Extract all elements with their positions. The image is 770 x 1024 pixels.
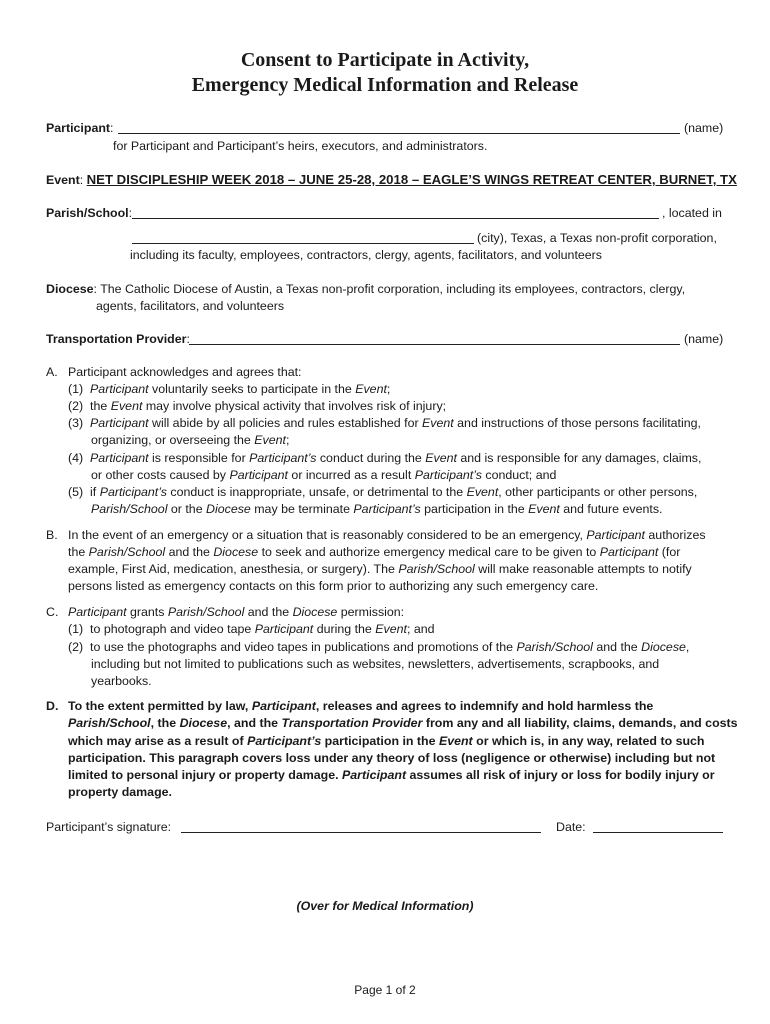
section-c-intro: Participant grants Parish/School and the Diocese permission:	[68, 605, 405, 619]
section-c-letter: C.	[46, 605, 59, 619]
section-b-line4: persons listed as emergency contacts on this form prior to authorizing any such emergency care.	[68, 579, 599, 593]
section-c-item-2: (2) to use the photographs and video tapes in publications and promotions of the Parish/School and the Diocese,	[68, 640, 690, 654]
section-c-item-1: (1) to photograph and video tape Participant during the Event; and	[68, 622, 435, 636]
section-d-line3: which may arise as a result of Participant’s participation in the Event or which is, in any way, related to such	[68, 734, 705, 748]
section-a-item-3: (3) Participant will abide by all policies and rules established for Event and instructions of those persons facilitating,	[68, 416, 701, 430]
section-a-item-4: (4) Participant is responsible for Participant’s conduct during the Event and is responsible for any damages, claims,	[68, 451, 702, 465]
section-d-line5: limited to personal injury or property damage. Participant assumes all risk of injury or loss for bodily injury or	[68, 768, 715, 782]
parish-city-suffix: (city), Texas, a Texas non-profit corporation,	[477, 231, 717, 245]
participant-name-suffix: (name)	[684, 121, 724, 135]
parish-field: Parish/School:	[46, 206, 133, 220]
section-a-intro: Participant acknowledges and agrees that:	[68, 365, 302, 379]
section-a-item-2: (2) the Event may involve physical activity that involves risk of injury;	[68, 399, 447, 413]
parish-label: Parish/School	[46, 206, 129, 220]
participant-note: for Participant and Participant’s heirs, executors, and administrators.	[113, 139, 488, 153]
section-a-item-1: (1) Participant voluntarily seeks to participate in the Event;	[68, 382, 391, 396]
section-a-letter: A.	[46, 365, 58, 379]
parish-city-input[interactable]	[132, 243, 474, 244]
section-b-letter: B.	[46, 528, 58, 542]
event-value: NET DISCIPLESHIP WEEK 2018 – JUNE 25-28, 2018 – EAGLE’S WINGS RETREAT CENTER, BURNET, TX	[86, 172, 737, 187]
document-title-line1: Consent to Participate in Activity,	[240, 49, 530, 71]
diocese-label: Diocese	[46, 282, 94, 296]
over-note: (Over for Medical Information)	[296, 899, 474, 913]
event-label: Event	[46, 173, 80, 187]
date-label: Date:	[556, 820, 586, 834]
diocese-text2: agents, facilitators, and volunteers	[96, 299, 285, 313]
transport-field: Transportation Provider:	[46, 332, 190, 346]
section-c-item-2-cont: including but not limited to publications such as websites, newsletters, advertisements, scrapbooks, and	[91, 657, 660, 671]
participant-label: Participant	[46, 121, 111, 135]
signature-input[interactable]	[181, 832, 541, 833]
section-a-item-5: (5) if Participant’s conduct is inappropriate, unsafe, or detrimental to the Event, other participants or other persons,	[68, 485, 698, 499]
event-field: Event: NET DISCIPLESHIP WEEK 2018 – JUNE 25-28, 2018 – EAGLE’S WINGS RETREAT CENTER, BURNET, TX	[46, 172, 737, 187]
diocese-text1: : The Catholic Diocese of Austin, a Texas non-profit corporation, including its employees, contractors, clergy,	[93, 282, 686, 296]
date-input[interactable]	[593, 832, 723, 833]
transport-name-input[interactable]	[189, 344, 680, 345]
page-number: Page 1 of 2	[354, 983, 416, 997]
transport-suffix: (name)	[684, 332, 724, 346]
section-b-line3: example, First Aid, medication, anesthesia, or surgery). The Parish/School will make reasonable attempts to notify	[68, 562, 692, 576]
section-c-item-2-cont2: yearbooks.	[91, 674, 152, 688]
section-d-line6: property damage.	[68, 785, 172, 799]
document-title-line2: Emergency Medical Information and Release	[191, 74, 579, 96]
section-d-letter: D.	[46, 699, 59, 713]
section-a-item-4-cont: or other costs caused by Participant or incurred as a result Participant’s conduct; and	[91, 468, 557, 482]
section-b-line1: In the event of an emergency or a situation that is reasonably considered to be an emergency, Participant authorizes	[68, 528, 706, 542]
parish-suffix: , located in	[662, 206, 722, 220]
parish-name-input[interactable]	[132, 218, 659, 219]
signature-label: Participant’s signature:	[46, 820, 172, 834]
participant-name-input[interactable]	[118, 133, 680, 134]
diocese-field	[46, 281, 685, 297]
section-d-line2: Parish/School, the Diocese, and the Transportation Provider from any and all liability, claims, demands, and costs	[68, 716, 738, 730]
participant-field: Participant:	[46, 121, 114, 135]
section-d-line1: To the extent permitted by law, Participant, releases and agrees to indemnify and hold harmless the	[68, 699, 654, 713]
section-a-item-5-cont: Parish/School or the Diocese may be terminate Participant’s participation in the Event and future events.	[91, 502, 663, 516]
transport-label: Transportation Provider	[46, 332, 187, 346]
section-b-line2: the Parish/School and the Diocese to seek and authorize emergency medical care to be given to Participant (for	[68, 545, 681, 559]
section-a-item-3-cont: organizing, or overseeing the Event;	[91, 433, 290, 447]
section-d-line4: participation. This paragraph covers loss under any theory of loss (negligence or otherwise) including but not	[68, 751, 716, 765]
parish-note: including its faculty, employees, contractors, clergy, agents, facilitators, and volunteers	[130, 248, 602, 262]
